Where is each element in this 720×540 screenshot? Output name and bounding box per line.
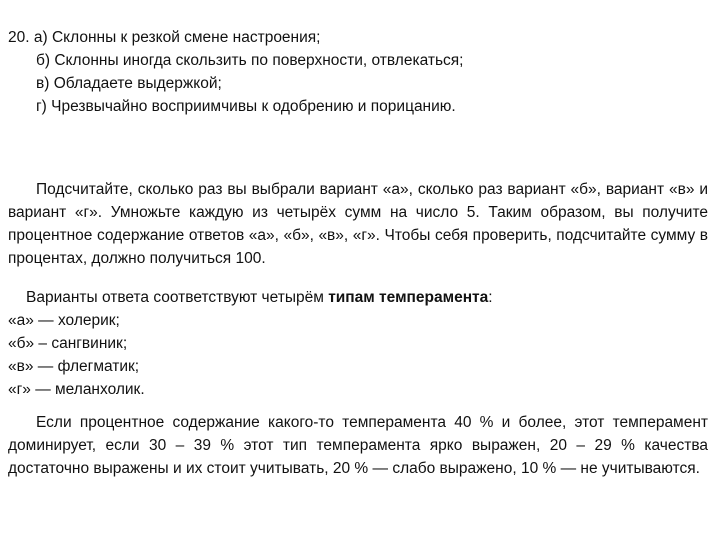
question-line-a [8, 26, 708, 49]
question-number: 20. [8, 29, 30, 46]
temperament-types-block [8, 286, 708, 401]
types-intro [8, 286, 708, 309]
types-intro-bold: типам темперамента [328, 289, 489, 306]
types-intro-suffix: : [488, 289, 493, 306]
type-item-c: «в» — флегматик; [8, 358, 140, 375]
type-item-a: «а» — холерик; [8, 312, 120, 329]
types-intro-prefix: Варианты ответа соответствуют четырём [26, 289, 329, 306]
type-item-d: «г» — меланхолик. [8, 381, 145, 398]
option-c: в) Обладаете выдержкой; [36, 75, 222, 92]
option-a: а) Склонны к резкой смене настроения; [33, 29, 321, 46]
question-block [8, 26, 708, 118]
type-item-b: «б» – сангвиник; [8, 335, 128, 352]
option-d: г) Чрезвычайно восприимчивы к одобрению и порицанию. [36, 98, 456, 115]
interpretation-text: Если процентное содержание какого-то темперамента 40 % и более, этот темперамент доминирует, если 30 – 39 % этот тип темперамента ярко выражен, 20 – 29 % качества достаточно выражены и их стоит учитывать, 20 % — слабо выражено, 10 % — не учитываются. [8, 414, 708, 477]
option-b: б) Склонны иногда скользить по поверхности, отвлекаться; [36, 52, 464, 69]
instructions-text: Подсчитайте, сколько раз вы выбрали вариант «а», сколько раз вариант «б», вариант «в» и вариант «г». Умножьте каждую из четырёх сумм на число 5. Таким образом, вы получите процентное содержание ответов «а», «б», «в», «г». Чтобы себя проверить, подсчитайте сумму в процентах, должно получиться 100. [8, 181, 708, 267]
instructions-paragraph [8, 178, 708, 270]
interpretation-paragraph [8, 411, 708, 480]
